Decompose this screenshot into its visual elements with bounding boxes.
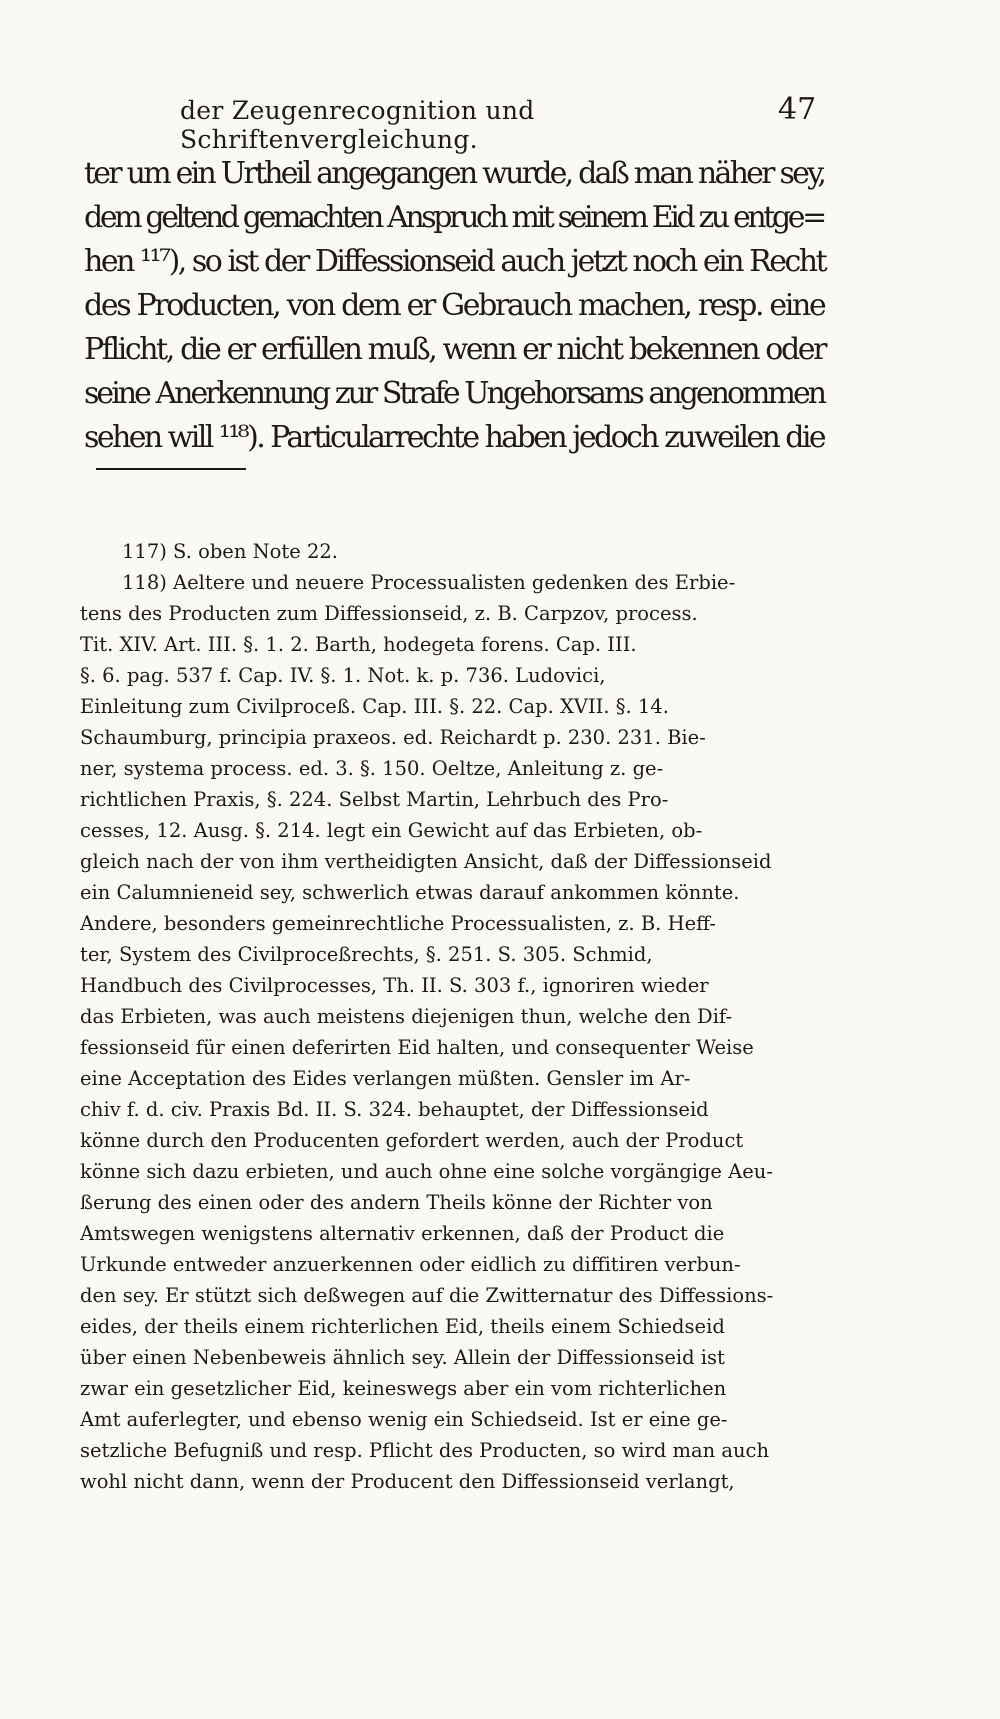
footnote-line: das Erbieten, was auch meistens diejenigen thun, welche den Dif- bbox=[80, 1005, 733, 1028]
page-number: 47 bbox=[778, 92, 817, 127]
footnote-line: ein Calumnieneid sey, schwerlich etwas darauf ankommen könnte. bbox=[80, 881, 740, 904]
footnote-line: setzliche Befugniß und resp. Pflicht des Producten, so wird man auch bbox=[80, 1439, 770, 1462]
body-line: hen ¹¹⁷), so ist der Diffessionseid auch jetzt noch ein Recht bbox=[84, 244, 826, 279]
body-line: Pflicht, die er erfüllen muß, wenn er nicht bekennen oder bbox=[84, 332, 826, 367]
body-line: sehen will ¹¹⁸). Particularrechte haben jedoch zuweilen die bbox=[84, 420, 825, 455]
footnote-line: über einen Nebenbeweis ähnlich sey. Allein der Diffessionseid ist bbox=[80, 1346, 725, 1369]
footnote-line: tens des Producten zum Diffessionseid, z. B. Carpzov, process. bbox=[80, 602, 698, 625]
footnote-separator bbox=[96, 468, 246, 470]
footnote-line: Andere, besonders gemeinrechtliche Processualisten, z. B. Heff- bbox=[80, 912, 716, 935]
footnote-line: richtlichen Praxis, §. 224. Selbst Martin, Lehrbuch des Pro- bbox=[80, 788, 669, 811]
footnote-line: fessionseid für einen deferirten Eid halten, und consequenter Weise bbox=[80, 1036, 754, 1059]
footnote-line: eides, der theils einem richterlichen Eid, theils einem Schiedseid bbox=[80, 1315, 725, 1338]
footnote-line: ter, System des Civilproceßrechts, §. 251. S. 305. Schmid, bbox=[80, 943, 653, 966]
footnote-line: §. 6. pag. 537 f. Cap. IV. §. 1. Not. k. p. 736. Ludovici, bbox=[80, 664, 606, 687]
footnote-start-line: 117) S. oben Note 22. bbox=[122, 540, 338, 563]
body-line: ter um ein Urtheil angegangen wurde, daß man näher sey, bbox=[84, 156, 825, 191]
footnote-line: Handbuch des Civilprocesses, Th. II. S. 303 f., ignoriren wieder bbox=[80, 974, 709, 997]
footnote-line: Amt auferlegter, und ebenso wenig ein Schiedseid. Ist er eine ge- bbox=[80, 1408, 728, 1431]
footnote-line: Tit. XIV. Art. III. §. 1. 2. Barth, hodegeta forens. Cap. III. bbox=[80, 633, 637, 656]
footnote-line: gleich nach der von ihm vertheidigten Ansicht, daß der Diffessionseid bbox=[80, 850, 772, 873]
body-line: dem geltend gemachten Anspruch mit seinem Eid zu entge= bbox=[84, 200, 824, 235]
body-line: seine Anerkennung zur Strafe Ungehorsams angenommen bbox=[84, 376, 825, 411]
footnote-line: cesses, 12. Ausg. §. 214. legt ein Gewicht auf das Erbieten, ob- bbox=[80, 819, 703, 842]
main-text bbox=[84, 152, 824, 460]
footnote-line: wohl nicht dann, wenn der Producent den Diffessionseid verlangt, bbox=[80, 1470, 735, 1493]
footnote-line: Schaumburg, principia praxeos. ed. Reichardt p. 230. 231. Bie- bbox=[80, 726, 706, 749]
footnote-line: könne durch den Producenten gefordert werden, auch der Product bbox=[80, 1129, 744, 1152]
footnote-line: Urkunde entweder anzuerkennen oder eidlich zu diffitiren verbun- bbox=[80, 1253, 741, 1276]
footnote-line: Einleitung zum Civilproceß. Cap. III. §. 22. Cap. XVII. §. 14. bbox=[80, 695, 669, 718]
footnote-line: zwar ein gesetzlicher Eid, keineswegs aber ein vom richterlichen bbox=[80, 1377, 727, 1400]
footnote-line: ßerung des einen oder des andern Theils könne der Richter von bbox=[80, 1191, 713, 1214]
running-title: der Zeugenrecognition und Schriftenvergleichung. bbox=[180, 96, 535, 154]
footnote-line: chiv f. d. civ. Praxis Bd. II. S. 324. behauptet, der Diffessionseid bbox=[80, 1098, 709, 1121]
footnote-line: Amtswegen wenigstens alternativ erkennen, daß der Product die bbox=[80, 1222, 725, 1245]
body-line: des Producten, von dem er Gebrauch machen, resp. eine bbox=[84, 288, 825, 323]
footnote-line: eine Acceptation des Eides verlangen müßten. Gensler im Ar- bbox=[80, 1067, 691, 1090]
footnotes bbox=[80, 536, 840, 1497]
footnote-line: könne sich dazu erbieten, und auch ohne eine solche vorgängige Aeu- bbox=[80, 1160, 773, 1183]
footnote-line: ner, systema process. ed. 3. §. 150. Oeltze, Anleitung z. ge- bbox=[80, 757, 664, 780]
footnote-line: den sey. Er stützt sich deßwegen auf die Zwitternatur des Diffessions- bbox=[80, 1284, 774, 1307]
footnote-start-line: 118) Aeltere und neuere Processualisten gedenken des Erbie- bbox=[122, 571, 736, 594]
